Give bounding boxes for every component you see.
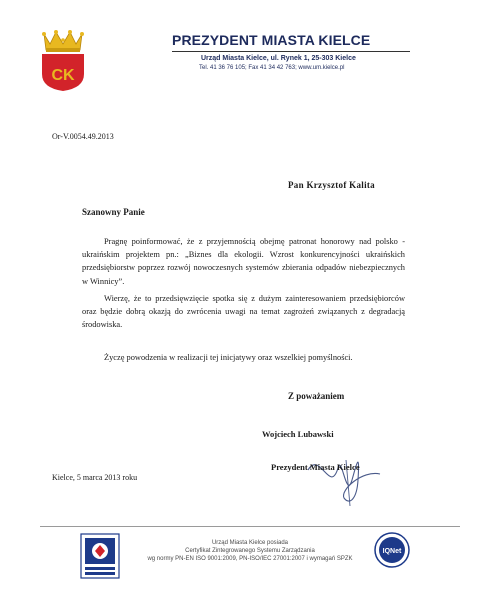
- letterhead-title: PREZYDENT MIASTA KIELCE: [172, 32, 371, 48]
- footer-line-3: wg normy PN-EN ISO 9001:2009, PN-ISO/IEC 27001:2007 i wymagań SPZK: [147, 556, 353, 562]
- paragraph-wishes: Życzę powodzenia w realizacji tej inicjatywy oraz wszelkiej pomyślności.: [104, 353, 353, 362]
- handwritten-signature-icon: [300, 440, 390, 510]
- crest-letters: CK: [51, 67, 75, 84]
- paragraph-patronage: Pragnę poinformować, że z przyjemnością obejmę patronat honorowy nad polsko - ukraińskim projektem pn.: „Biznes dla ekologii. Wzrost konkurencyjności ukraińskich przedsiębiorstw poprzez rozwój nowoczesnych systemów zbierania odpadów niebezpiecznych w Winnicy”.: [82, 237, 405, 286]
- iqnet-badge-icon: [373, 531, 411, 569]
- letterhead-address: Urząd Miasta Kielce, ul. Rynek 1, 25-303 Kielce: [201, 55, 356, 62]
- signer-role: Prezydent Miasta Kielce: [271, 462, 360, 472]
- reference-number: Or-V.0054.49.2013: [52, 132, 114, 141]
- salutation: Szanowny Panie: [82, 207, 145, 217]
- paragraph-interest: Wierzę, że to przedsięwzięcie spotka się z dużym zainteresowaniem przedsiębiorców oraz będzie dobrą okazją do zwrócenia uwagi na temat zagrożeń związanych z degradacją środowiska.: [82, 294, 405, 330]
- recipient-name: Pan Krzysztof Kalita: [288, 180, 375, 190]
- place-and-date: Kielce, 5 marca 2013 roku: [52, 473, 138, 482]
- footer-line-2: Certyfikat Zintegrowanego Systemu Zarządzania: [185, 548, 315, 554]
- closing: Z poważaniem: [288, 391, 345, 401]
- header-divider: [172, 51, 410, 52]
- footer-line-1: Urząd Miasta Kielce posiada: [211, 540, 289, 546]
- signer-name: Wojciech Lubawski: [262, 429, 334, 439]
- kielce-crest-icon: [38, 30, 88, 92]
- footer-divider: [40, 526, 460, 527]
- letterhead-contact: Tel. 41 36 76 105; Fax 41 34 42 763; www.um.kielce.pl: [199, 65, 345, 71]
- iqnet-label: IQNet: [382, 548, 402, 555]
